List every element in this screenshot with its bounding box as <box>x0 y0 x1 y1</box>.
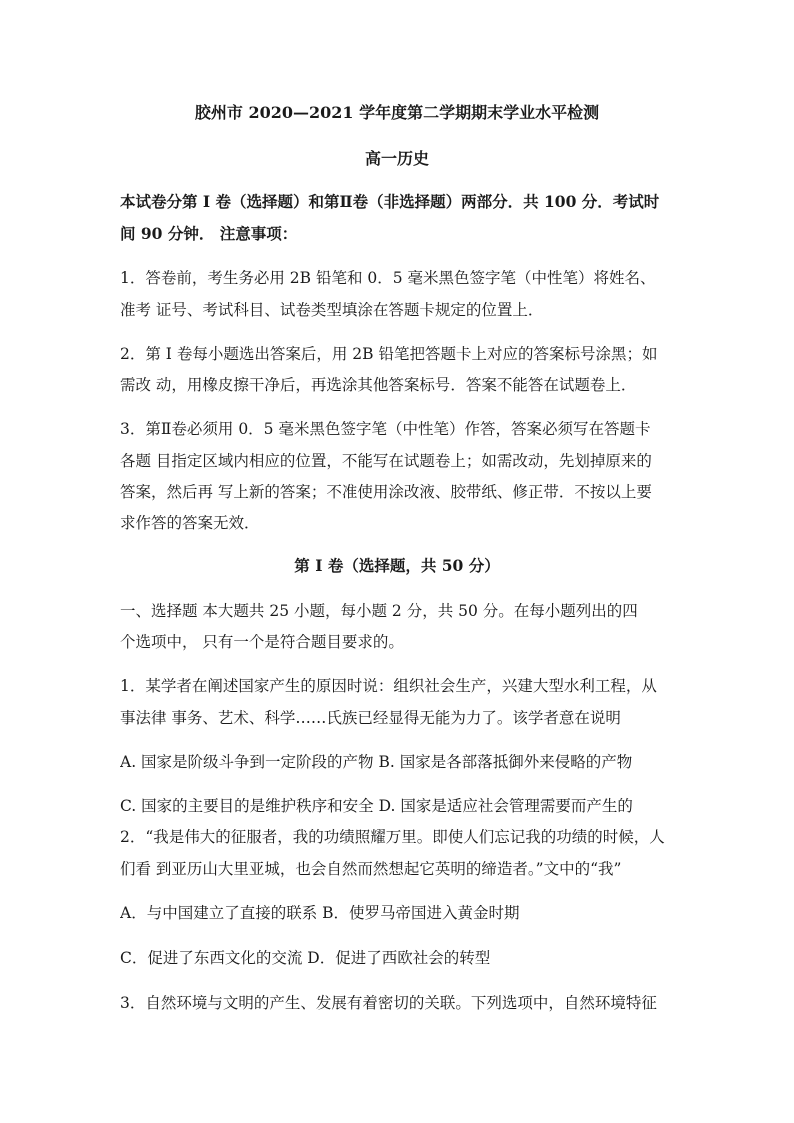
section-1-heading: 第 I 卷（选择题，共 50 分） <box>294 556 500 575</box>
section-1-instructions-line-1: 一、选择题 本大题共 25 小题，每小题 2 分，共 50 分。在每小题列出的四 <box>120 602 638 620</box>
note-2-line-1: 2．第 I 卷每小题选出答案后，用 2B 铅笔把答题卡上对应的答案标号涂黑；如 <box>120 345 658 363</box>
note-1-line-1: 1．答卷前，考生务必用 2B 铅笔和 0．5 毫米黑色签字笔（中性笔）将姓名、 <box>120 269 656 287</box>
intro-line-1: 本试卷分第 I 卷（选择题）和第Ⅱ卷（非选择题）两部分．共 100 分．考试时 <box>120 192 660 211</box>
question-3-stem-line-1: 3．自然环境与文明的产生、发展有着密切的关联。下列选项中，自然环境特征 <box>120 994 657 1012</box>
question-2-stem-line-2: 们看 到亚历山大里亚城，也会自然而然想起它英明的缔造者。”文中的“我” <box>120 860 622 878</box>
question-2-stem-line-1: 2．“我是伟大的征服者，我的功绩照耀万里。即使人们忘记我的功绩的时候，人 <box>120 828 665 846</box>
note-3-line-3: 答案，然后再 写上新的答案；不准使用涂改液、胶带纸、修正带．不按以上要 <box>120 483 652 501</box>
question-1-options-line-1: A. 国家是阶级斗争到一定阶段的产物 B. 国家是各部落抵御外来侵略的产物 <box>120 753 633 771</box>
question-1-stem-line-2: 事法律 事务、艺术、科学……氏族已经显得无能为力了。该学者意在说明 <box>120 709 621 727</box>
note-3-line-1: 3．第Ⅱ卷必须用 0．5 毫米黑色签字笔（中性笔）作答，答案必须写在答题卡 <box>120 420 651 438</box>
question-1-stem-line-1: 1．某学者在阐述国家产生的原因时说：组织社会生产，兴建大型水利工程，从 <box>120 677 657 695</box>
exam-title: 胶州市 2020—2021 学年度第二学期期末学业水平检测 <box>194 103 600 122</box>
note-1-line-2: 准考 证号、考试科目、试卷类型填涂在答题卡规定的位置上． <box>120 301 544 319</box>
question-2-options-line-1: A．与中国建立了直接的联系 B．使罗马帝国进入黄金时期 <box>120 904 520 922</box>
subject-title: 高一历史 <box>364 149 429 168</box>
note-3-line-2: 各题 目指定区域内相应的位置，不能写在试题卷上；如需改动，先划掉原来的 <box>120 452 652 470</box>
question-2-options-line-2: C．促进了东西文化的交流 D．促进了西欧社会的转型 <box>120 949 491 967</box>
section-1-instructions-line-2: 个选项中， 只有一个是符合题目要求的。 <box>120 633 404 651</box>
note-2-line-2: 需改 动，用橡皮擦干净后，再选涂其他答案标号．答案不能答在试题卷上． <box>120 376 637 394</box>
note-3-line-4: 求作答的答案无效． <box>120 514 260 532</box>
intro-line-2: 间 90 分钟． 注意事项： <box>120 224 298 243</box>
question-1-options-line-2: C. 国家的主要目的是维护秩序和安全 D. 国家是适应社会管理需要而产生的 <box>120 797 633 815</box>
